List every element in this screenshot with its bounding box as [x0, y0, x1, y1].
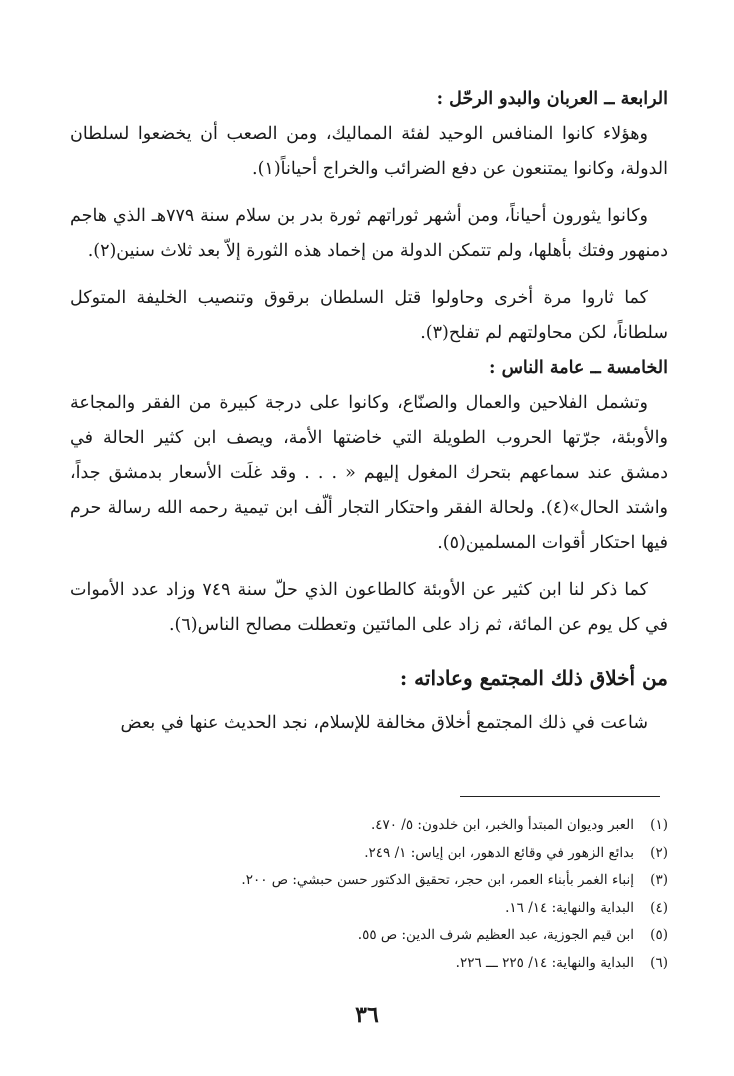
footnote: [90, 812, 668, 840]
footnote-number: (٢): [650, 844, 668, 861]
footnote: [90, 895, 668, 923]
footnote-text: ابن قيم الجوزية، عبد العظيم شرف الدين: ص ٥٥.: [357, 927, 634, 943]
footnote: [90, 922, 668, 950]
footnote-number: (٣): [650, 872, 668, 888]
footnote: [90, 867, 668, 895]
subheading-fifth: الخامسة ــ عامة الناس :: [489, 358, 668, 378]
footnote-number: (٤): [650, 899, 668, 916]
footnotes: [90, 812, 668, 977]
footnote-text: بدائع الزهور في وقائع الدهور، ابن إياس: ١/ ٢٤٩.: [364, 844, 634, 861]
footnote-divider: [460, 796, 660, 797]
footnote-number: (١): [650, 817, 668, 833]
section-heading: من أخلاق ذلك المجتمع وعاداته :: [399, 666, 668, 690]
footnote-text: إنباء الغمر بأبناء العمر، ابن حجر، تحقيق الدكتور حسن حبشي: ص ٢٠٠.: [241, 872, 634, 888]
footnote-number: (٦): [650, 954, 668, 971]
paragraph: وتشمل الفلاحين والعمال والصنّاع، وكانوا على درجة كبيرة من الفقر والمجاعة والأوبئة، جرّتها الحروب الطويلة التي خاضتها الأمة، ويصف ابن كثير الحالة في دمشق عند سماعهم بتحرك المغول إليهم « . . . وقد غلَت الأسعار بدمشق جداً، واشتد الحال»(٤). ولحالة الفقر واحتكار التجار ألّف ابن تيمية رحمه الله رسالة حرم فيها احتكار أقوات المسلمين(٥).: [70, 393, 669, 553]
paragraph: وهؤلاء كانوا المنافس الوحيد لفئة المماليك، ومن الصعب أن يخضعوا لسلطان الدولة، وكانوا يمتنعون عن دفع الضرائب والخراج أحياناً(١).: [70, 124, 668, 179]
footnote-number: (٥): [650, 927, 668, 943]
page-number: ٣٦: [355, 1002, 379, 1028]
paragraph: شاعت في ذلك المجتمع أخلاق مخالفة للإسلام، نجد الحديث عنها في بعض: [120, 713, 648, 733]
footnote-text: البداية والنهاية: ١٤/ ١٦.: [505, 899, 634, 916]
paragraph: كما ثاروا مرة أخرى وحاولوا قتل السلطان برقوق وتنصيب الخليفة المتوكل سلطاناً، لكن محاولتهم لم تفلح(٣).: [70, 288, 668, 343]
main-text: [70, 82, 668, 741]
footnote-text: البداية والنهاية: ١٤/ ٢٢٥ ـــ ٢٢٦.: [455, 954, 634, 971]
footnote-text: العبر وديوان المبتدأ والخبر، ابن خلدون: ٥/ ٤٧٠.: [370, 817, 634, 833]
paragraph: كما ذكر لنا ابن كثير عن الأوبئة كالطاعون الذي حلّ سنة ٧٤٩ وزاد عدد الأموات في كل يوم عن المائة، ثم زاد على المائتين وتعطلت مصالح الناس(٦).: [70, 580, 668, 635]
footnote: [90, 950, 668, 978]
paragraph: وكانوا يثورون أحياناً، ومن أشهر ثوراتهم ثورة بدر بن سلام سنة ٧٧٩هـ الذي هاجم دمنهور وفتك بأهلها، ولم تتمكن الدولة من إخماد هذه الثورة إلاّ بعد ثلاث سنين(٢).: [70, 206, 668, 261]
subheading-fourth: الرابعة ــ العربان والبدو الرحّل :: [436, 89, 668, 109]
footnote: [90, 840, 668, 868]
